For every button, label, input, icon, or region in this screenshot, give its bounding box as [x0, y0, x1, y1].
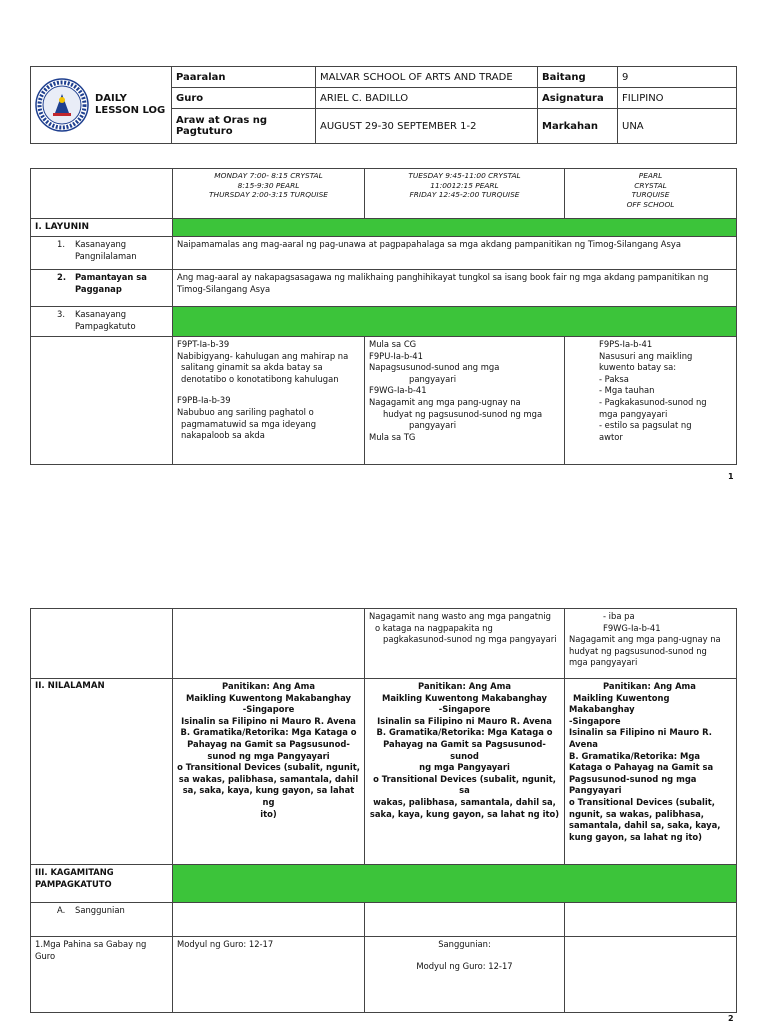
label-guro: Guro: [172, 88, 316, 109]
sanggunian-empty-3: [565, 903, 737, 937]
logo-cell: [31, 67, 172, 144]
pamantayan-label: 2. Pamantayan sa Pagganap: [31, 270, 173, 307]
nilalaman-col2: Panitikan: Ang Ama Maikling Kuwentong Makabanghay -Singapore Isinalin sa Filipino ni Mauro R. Avena B. Gramatika/Retorika: Mga Kataga o Pahayag na Gamit sa Pagsusunod-sunod ng mga Pangyayari o Transitional Devices (subalit, ngunit, sa wakas, palibhasa, samantala, dahil sa, saka, kaya, kung gayon, sa lahat ng ito): [365, 679, 565, 865]
schedule-col2: TUESDAY 9:45-11:00 CRYSTAL 11:0012:15 PEARL FRIDAY 12:45-2:00 TURQUISE: [365, 169, 565, 219]
layunin-green-band: [173, 219, 737, 237]
schedule-empty-cell: [31, 169, 173, 219]
layunin-heading: I. LAYUNIN: [31, 219, 173, 237]
lesson-table-page1: [30, 168, 737, 465]
deped-seal-icon: [35, 78, 89, 132]
pampagkatuto-col1: F9PT-Ia-b-39 Nabibigyang- kahulugan ang mahirap na salitang ginamit sa akda batay sa denotatibo o konotatibong kahulugan F9PB-Ia-b-39 Nabubuo ang sariling paghatol o pagmamatuwid sa mga ideyang nakapaloob sa akda: [173, 337, 365, 465]
page-number-1: 1: [728, 472, 734, 481]
sanggunian-empty-1: [173, 903, 365, 937]
label-araw-oras: Araw at Oras ng Pagtuturo: [172, 109, 316, 144]
value-guro: ARIEL C. BADILLO: [316, 88, 538, 109]
value-araw-oras: AUGUST 29-30 SEPTEMBER 1-2: [316, 109, 538, 144]
kasanayang-pangnilalaman-label: 1. Kasanayang Pangnilalaman: [31, 237, 173, 270]
title-line-daily: DAILY: [95, 92, 127, 104]
cont-col3: - iba pa F9WG-Ia-b-41 Nagagamit ang mga pang-ugnay na hudyat ng pagsusunod-sunod ng mga pangyayari: [565, 609, 737, 679]
cont-col2: Nagagamit nang wasto ang mga pangatnig o kataga na nagpapakita ng pagkakasunod-sunod ng mga pangyayari: [365, 609, 565, 679]
schedule-col3: PEARL CRYSTAL TURQUISE OFF SCHOOL: [565, 169, 737, 219]
header-table: [30, 66, 737, 144]
gabay-guro-col2: Sanggunian: Modyul ng Guro: 12-17: [365, 937, 565, 1013]
nilalaman-heading: II. NILALAMAN: [31, 679, 173, 865]
gabay-guro-col3: [565, 937, 737, 1013]
label-paaralan: Paaralan: [172, 67, 316, 88]
page-number-2: 2: [728, 1014, 734, 1023]
nilalaman-col1: Panitikan: Ang Ama Maikling Kuwentong Makabanghay -Singapore Isinalin sa Filipino ni Mauro R. Avena B. Gramatika/Retorika: Mga Kataga o Pahayag na Gamit sa Pagsusunod- sunod ng mga Pangyayari o Transitional Devices (subalit, ngunit, sa wakas, palibhasa, samantala, dahil sa, saka, kaya, kung gayon, sa lahat ng ito): [173, 679, 365, 865]
value-asignatura: FILIPINO: [618, 88, 737, 109]
value-baitang: 9: [618, 67, 737, 88]
title-line-lesson-log: LESSON LOG: [95, 105, 166, 116]
nilalaman-col3: Panitikan: Ang Ama Maikling Kuwentong Makabanghay -Singapore Isinalin sa Filipino ni Mauro R. Avena B. Gramatika/Retorika: Mga Kataga o Pahayag na Gamit sa Pagsusunod-sunod ng mga Pangyayari o Transitional Devices (subalit, ngunit, sa wakas, palibhasa, samantala, dahil sa, saka, kaya, kung gayon, sa lahat ng ito): [565, 679, 737, 865]
pampagkatuto-col3: F9PS-Ia-b-41 Nasusuri ang maikling kuwento batay sa: - Paksa - Mga tauhan - Pagkakasunod-sunod ng mga pangyayari - estilo sa pagsulat ng awtor: [565, 337, 737, 465]
pampagkatuto-green-band: [173, 307, 737, 337]
kagamitan-heading: III. KAGAMITANG PAMPAGKATUTO: [31, 865, 173, 903]
sanggunian-label: A. Sanggunian: [31, 903, 173, 937]
pampagkatuto-col2: Mula sa CG F9PU-Ia-b-41 Napagsusunod-sunod ang mga pangyayari F9WG-Ia-b-41 Nagagamit ang mga pang-ugnay na hudyat ng pagsusunod-sunod ng mga pangyayari Mula sa TG: [365, 337, 565, 465]
cont-empty-cell-b: [173, 609, 365, 679]
label-markahan: Markahan: [538, 109, 618, 144]
lesson-table-page2: [30, 608, 737, 1013]
sanggunian-empty-2: [365, 903, 565, 937]
kasanayang-pangnilalaman-text: Naipamamalas ang mag-aaral ng pag-unawa at pagpapahalaga sa mga akdang pampanitikan ng Timog-Silangang Asya: [173, 237, 737, 270]
kagamitan-green-band: [173, 865, 737, 903]
schedule-col1: MONDAY 7:00- 8:15 CRYSTAL 8:15-9:30 PEARL THURSDAY 2:00-3:15 TURQUISE: [173, 169, 365, 219]
pamantayan-text: Ang mag-aaral ay nakapagsasagawa ng malikhaing panghihikayat tungkol sa isang book fair ng mga akdang pampanitikan ng Timog-Silangang Asya: [173, 270, 737, 307]
value-markahan: UNA: [618, 109, 737, 144]
value-paaralan: MALVAR SCHOOL OF ARTS AND TRADE: [316, 67, 538, 88]
label-asignatura: Asignatura: [538, 88, 618, 109]
pampagkatuto-empty-cell: [31, 337, 173, 465]
label-baitang: Baitang: [538, 67, 618, 88]
cont-empty-cell-a: [31, 609, 173, 679]
kasanayang-pampagkatuto-label: 3. Kasanayang Pampagkatuto: [31, 307, 173, 337]
gabay-guro-label: 1.Mga Pahina sa Gabay ng Guro: [31, 937, 173, 1013]
gabay-guro-col1: Modyul ng Guro: 12-17: [173, 937, 365, 1013]
